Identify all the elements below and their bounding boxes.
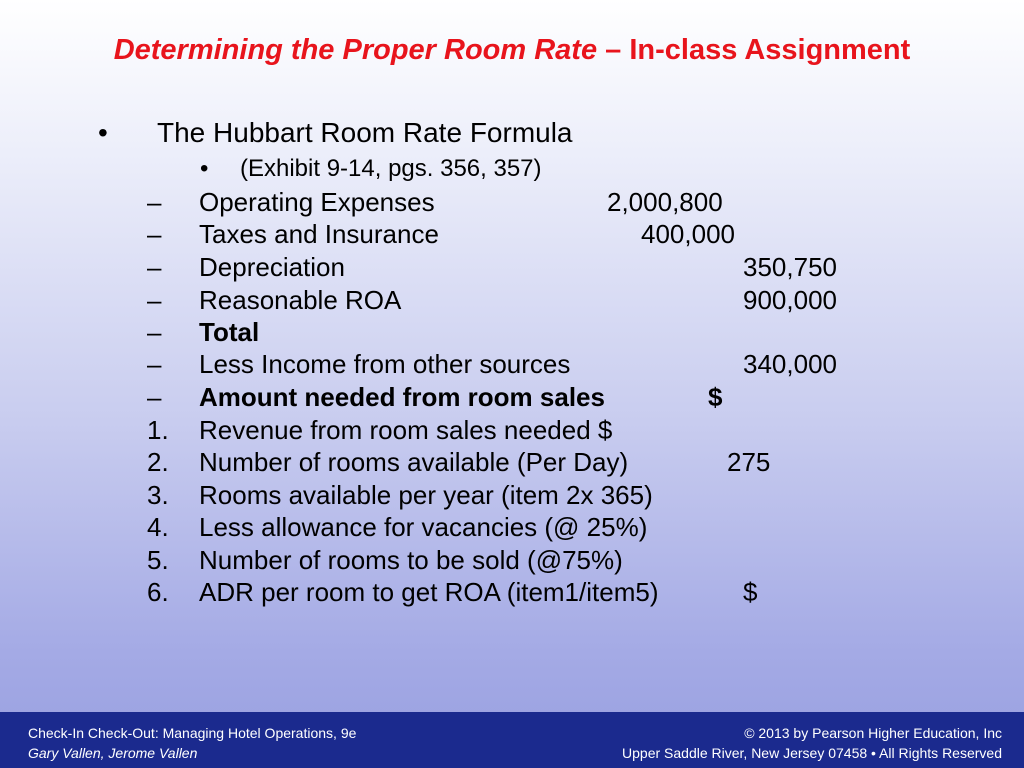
number-marker: 4. (147, 512, 169, 542)
item-label: Reasonable ROA (199, 285, 402, 315)
number-marker: 5. (147, 545, 169, 575)
item-label: ADR per room to get ROA (item1/item5) (199, 577, 659, 607)
item-value: 2,000,800 (607, 187, 723, 217)
slide-title-suffix: – In-class Assignment (597, 34, 911, 66)
item-label: Amount needed from room sales (199, 382, 605, 412)
item-label: Taxes and Insurance (199, 219, 439, 249)
number-marker: 2. (147, 447, 169, 477)
footer-address: Upper Saddle River, New Jersey 07458 • All Rights Reserved (622, 745, 1002, 761)
item-label: Depreciation (199, 252, 345, 282)
item-label: Rooms available per year (item 2x 365) (199, 480, 653, 510)
dash-marker: – (147, 219, 162, 249)
dash-marker: – (147, 349, 162, 379)
slide-title-main: Determining the Proper Room Rate (113, 34, 598, 66)
item-label: Less allowance for vacancies (@ 25%) (199, 512, 648, 542)
number-marker: 1. (147, 415, 169, 445)
bullet-marker: • (98, 117, 108, 148)
dash-marker: – (147, 382, 162, 412)
item-value: 350,750 (743, 252, 837, 282)
item-value: 400,000 (641, 219, 735, 249)
item-label: Number of rooms available (Per Day) (199, 447, 629, 477)
item-label: Total (199, 317, 260, 347)
item-label: Less Income from other sources (199, 349, 571, 379)
sub-bullet-text: (Exhibit 9-14, pgs. 356, 357) (240, 155, 542, 182)
item-label: Operating Expenses (199, 187, 435, 217)
sub-bullet-marker: • (200, 155, 209, 182)
item-value: $ (708, 382, 723, 412)
slide-title (0, 34, 1024, 67)
item-value: 275 (727, 447, 771, 477)
footer-copyright: © 2013 by Pearson Higher Education, Inc (744, 725, 1002, 741)
dash-marker: – (147, 252, 162, 282)
item-label: Number of rooms to be sold (@75%) (199, 545, 623, 575)
footer-bar (0, 712, 1024, 768)
footer-book-title: Check-In Check-Out: Managing Hotel Operations, 9e (28, 725, 357, 741)
item-label: Revenue from room sales needed $ (199, 415, 613, 445)
dash-marker: – (147, 317, 162, 347)
main-bullet-text: The Hubbart Room Rate Formula (157, 117, 573, 148)
item-value: $ (743, 577, 758, 607)
item-value: 900,000 (743, 285, 837, 315)
number-marker: 6. (147, 577, 169, 607)
number-marker: 3. (147, 480, 169, 510)
dash-marker: – (147, 285, 162, 315)
dash-marker: – (147, 187, 162, 217)
footer-authors: Gary Vallen, Jerome Vallen (28, 745, 198, 761)
item-value: 340,000 (743, 349, 837, 379)
